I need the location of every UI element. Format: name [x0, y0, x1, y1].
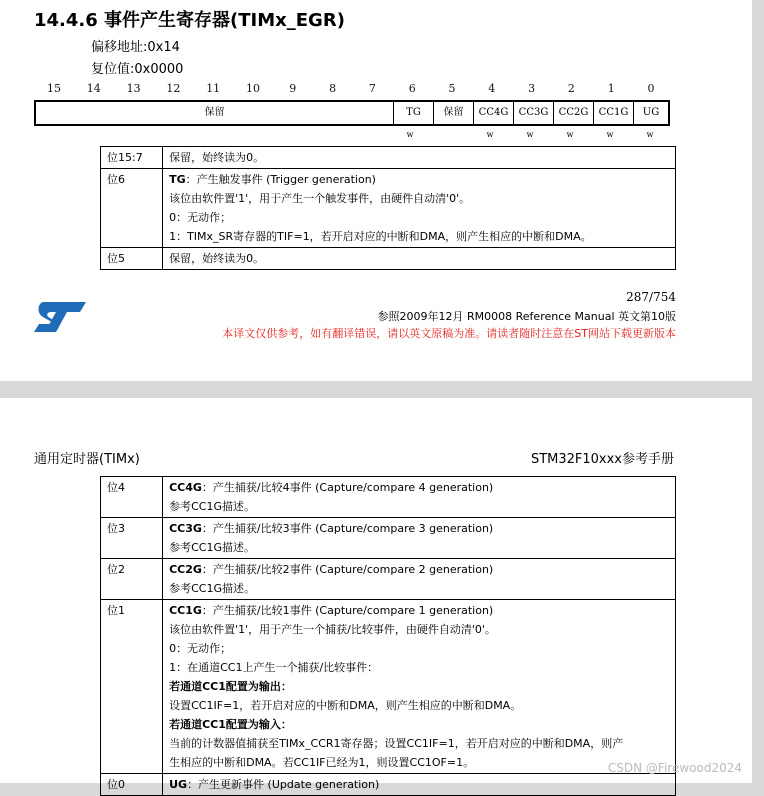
desc-line: 1：在通道CC1上产生一个捕获/比较事件： [169, 661, 379, 674]
desc-line: 参考CC1G描述。 [169, 582, 255, 595]
desc-line: 设置CC1IF=1，若开启对应的中断和DMA，则产生相应的中断和DMA。 [169, 699, 522, 712]
field-reserved-high: 保留 [204, 107, 225, 118]
access-cc2g: w [566, 130, 574, 139]
bit-number: 5 [448, 82, 456, 95]
desc-line: 生相应的中断和DMA。若CC1IF已经为1，则设置CC1OF=1。 [169, 756, 475, 769]
page-number: 287/754 [626, 290, 676, 304]
desc-line: 0：无动作； [169, 211, 232, 224]
desc-line: 保留，始终读为0。 [169, 252, 265, 265]
bit-label: 位2 [101, 559, 163, 600]
offset-address: 偏移地址:0x14 [91, 40, 180, 55]
desc-line: 若通道CC1配置为输入： [169, 718, 292, 731]
field-cc3g: CC3G [513, 102, 553, 124]
bit-label: 位3 [101, 518, 163, 559]
field-heading: ：产生捕获/比较1事件 (Capture/compare 1 generation) [201, 604, 494, 617]
table-row [101, 518, 676, 559]
bit-number: 0 [647, 82, 655, 95]
field-tg: TG [393, 102, 433, 124]
bit-description-table-2 [100, 476, 676, 796]
desc-line: 参考CC1G描述。 [169, 500, 255, 513]
bit-label: 位5 [101, 248, 163, 270]
table-row [101, 600, 676, 774]
bit-number: 6 [408, 82, 416, 95]
field-heading: ：产生捕获/比较4事件 (Capture/compare 4 generation) [201, 481, 494, 494]
bit-number: 9 [289, 82, 297, 95]
table-row [101, 169, 676, 248]
register-diagram [34, 100, 670, 126]
desc-line: 当前的计数器值捕获至TIMx_CCR1寄存器；设置CC1IF=1，若开启对应的中断和DMA，则产 [169, 737, 624, 750]
reference-line: 参照2009年12月 RM0008 Reference Manual 英文第10版 [377, 310, 676, 323]
bit-number: 12 [166, 82, 181, 95]
field-name: CC4G [169, 481, 202, 494]
bit-number: 10 [246, 82, 260, 95]
document-page-2 [0, 398, 752, 791]
st-logo [34, 300, 86, 334]
bit-number: 11 [206, 82, 221, 95]
bit-label: 位4 [101, 477, 163, 518]
bit-number: 7 [368, 82, 376, 95]
desc-line: 参考CC1G描述。 [169, 541, 255, 554]
desc-line: 0：无动作； [169, 642, 232, 655]
bit-number: 13 [126, 82, 141, 95]
reset-value: 复位值:0x0000 [91, 62, 184, 77]
section-title: 14.4.6 事件产生寄存器(TIMx_EGR) [34, 10, 345, 31]
desc-line: 该位由软件置'1'，用于产生一个触发事件，由硬件自动清'0'。 [169, 192, 471, 205]
watermark: CSDN @Firewood2024 [607, 761, 742, 775]
access-ug: w [646, 130, 654, 139]
bit-description-table-1 [100, 146, 676, 270]
document-page-1 [0, 0, 752, 381]
field-name: CC1G [169, 604, 202, 617]
table-row [101, 559, 676, 600]
access-cc3g: w [526, 130, 534, 139]
field-name: TG [169, 173, 186, 186]
bit-number: 14 [86, 82, 101, 95]
bit-label: 位6 [101, 169, 163, 248]
field-heading: ：产生触发事件 (Trigger generation) [185, 173, 376, 186]
desc-line: 保留，始终读为0。 [169, 151, 265, 164]
table-row [101, 248, 676, 270]
access-cc4g: w [486, 130, 494, 139]
table-row [101, 774, 676, 796]
desc-line: 该位由软件置'1'，用于产生一个捕获/比较事件，由硬件自动清'0'。 [169, 623, 496, 636]
bit-number: 4 [488, 82, 496, 95]
table-row [101, 477, 676, 518]
desc-line: 1：TIMx_SR寄存器的TIF=1，若开启对应的中断和DMA，则产生相应的中断和DMA。 [169, 230, 592, 243]
field-cc1g: CC1G [593, 102, 633, 124]
bit-number: 1 [607, 82, 615, 95]
translation-note: 本译文仅供参考，如有翻译错误，请以英文原稿为准。请读者随时注意在ST网站下载更新版本 [222, 327, 676, 340]
field-name: CC2G [169, 563, 202, 576]
bit-label: 位15:7 [101, 147, 163, 169]
bit-label: 位1 [101, 600, 163, 774]
field-cc4g: CC4G [473, 102, 513, 124]
field-heading: ：产生更新事件 (Update generation) [187, 778, 380, 791]
field-heading: ：产生捕获/比较2事件 (Capture/compare 2 generation) [201, 563, 494, 576]
desc-line: 若通道CC1配置为输出： [169, 680, 292, 693]
field-name: UG [169, 778, 188, 791]
field-ug: UG [633, 102, 668, 124]
table-row [101, 147, 676, 169]
field-reserved-bit5: 保留 [433, 102, 473, 124]
access-cc1g: w [606, 130, 614, 139]
bit-number: 15 [47, 82, 61, 95]
bit-number: 8 [329, 82, 337, 95]
bit-label: 位0 [101, 774, 163, 796]
bit-number: 2 [567, 82, 575, 95]
running-header-left: 通用定时器(TIMx) [34, 452, 140, 467]
field-cc2g: CC2G [553, 102, 593, 124]
bit-number: 3 [528, 82, 536, 95]
access-tg: w [406, 130, 414, 139]
field-heading: ：产生捕获/比较3事件 (Capture/compare 3 generation) [201, 522, 494, 535]
field-name: CC3G [169, 522, 202, 535]
running-header-right: STM32F10xxx参考手册 [530, 452, 674, 467]
